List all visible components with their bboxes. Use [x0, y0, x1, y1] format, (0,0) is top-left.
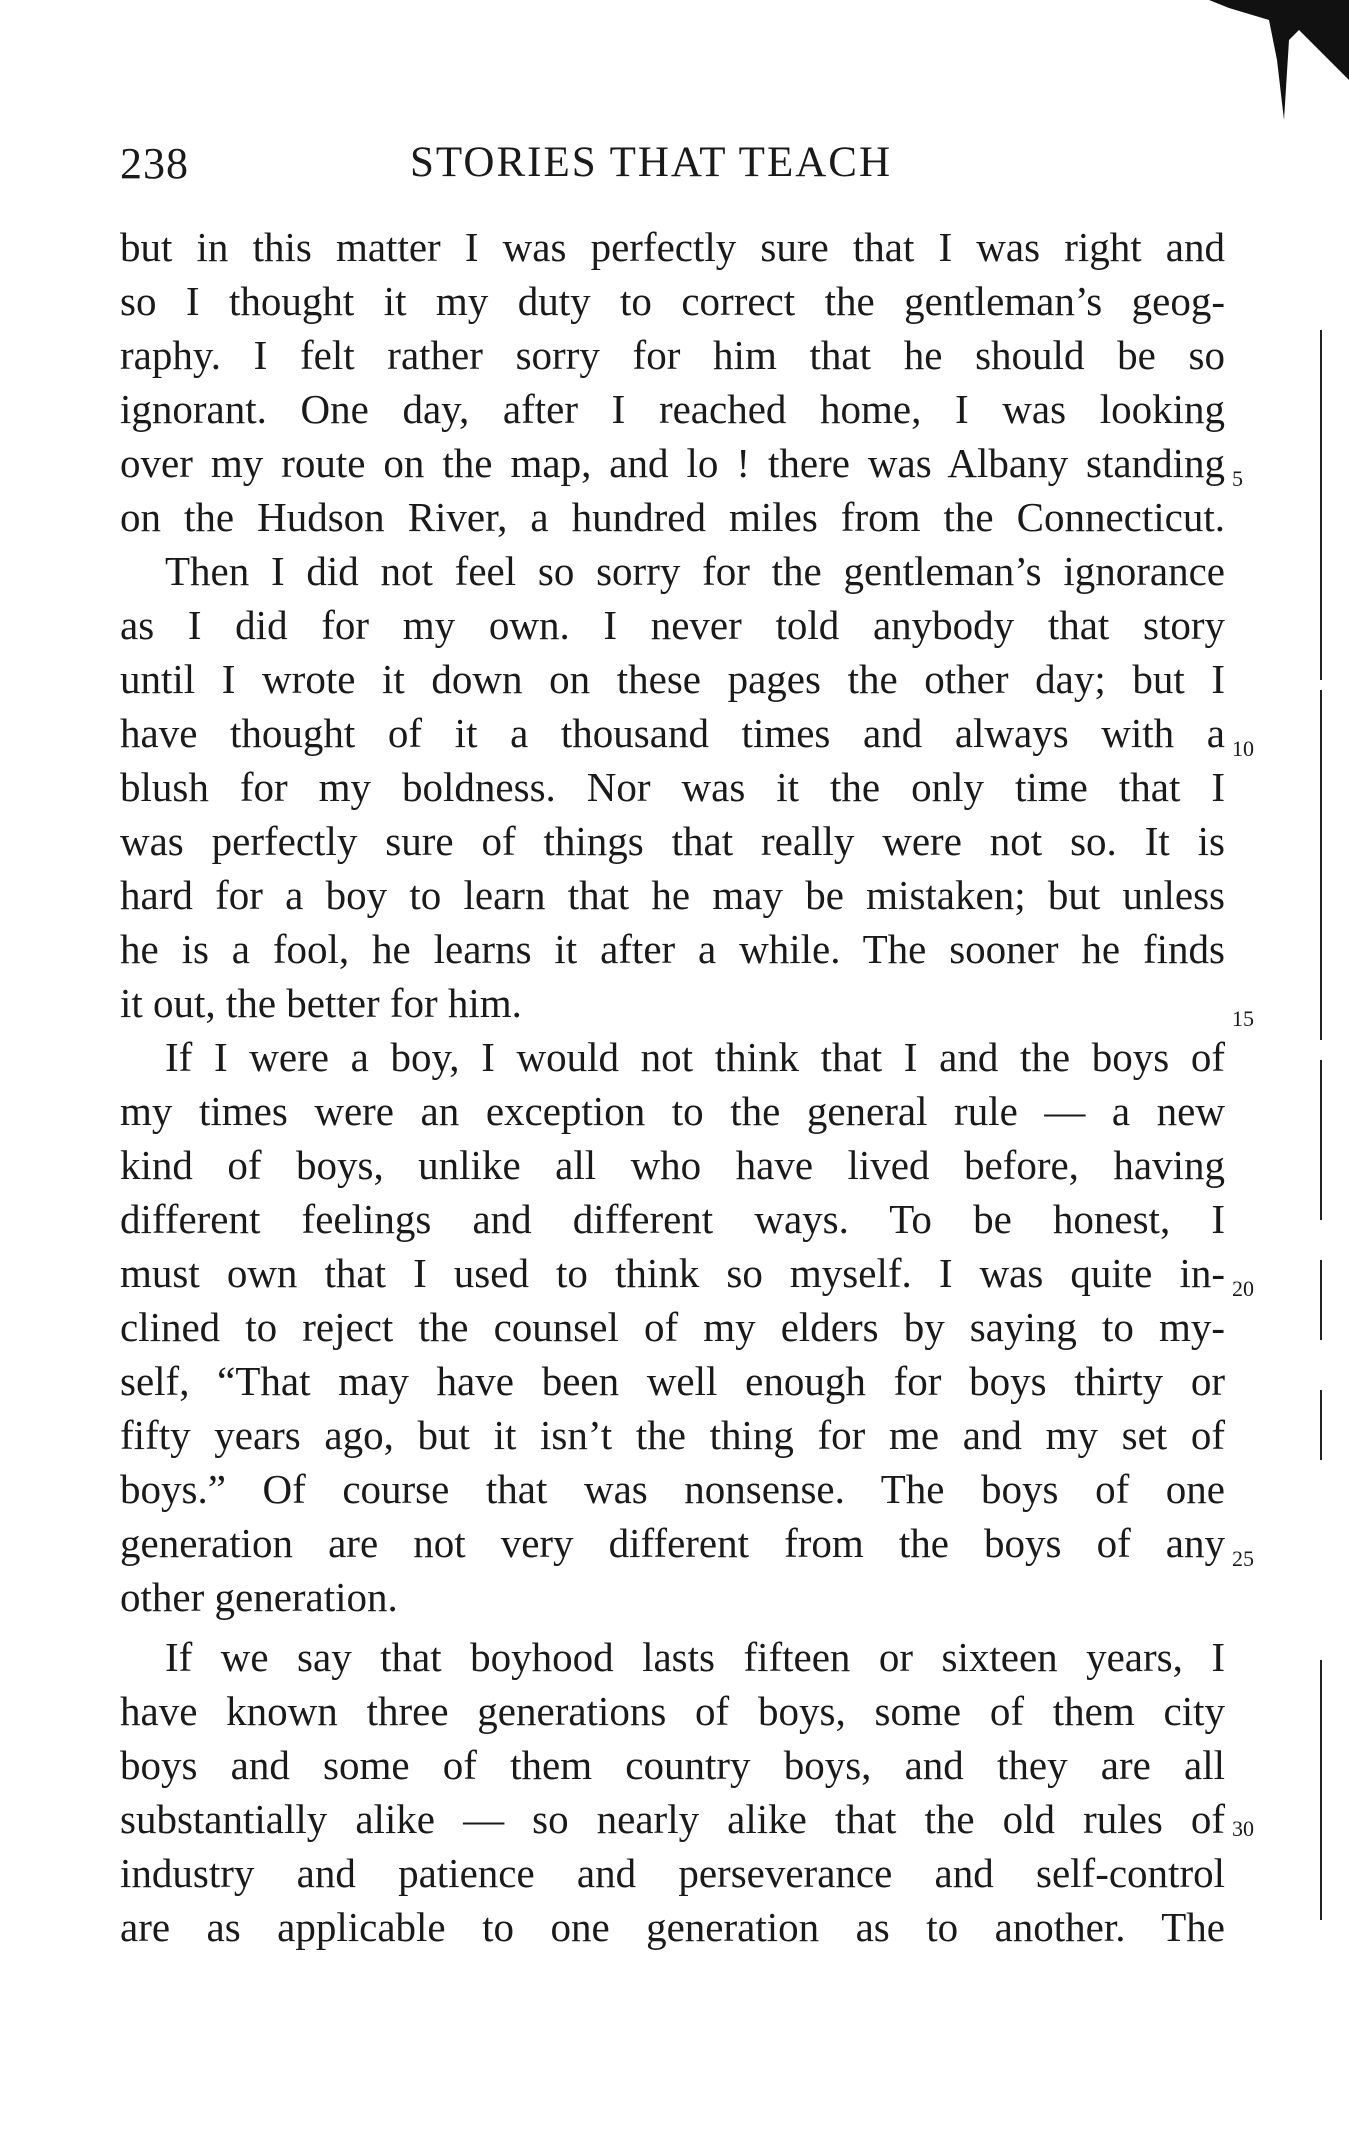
text-line: boys.” Of course that was nonsense. The boys of one	[120, 1466, 1225, 1512]
text-line: are as applicable to one generation as to another. The	[120, 1904, 1225, 1950]
page-header	[120, 138, 1220, 198]
line-number: 20	[1232, 1276, 1254, 1301]
page-number: 238	[120, 139, 189, 188]
text-line: but in this matter I was perfectly sure that I was right and	[120, 224, 1225, 270]
text-line: Then I did not feel so sorry for the gentleman’s ignorance	[165, 548, 1225, 594]
text-line: substantially alike — so nearly alike that the old rules of	[120, 1796, 1225, 1842]
text-line: generation are not very different from the boys of any	[120, 1520, 1225, 1566]
line-number: 10	[1232, 736, 1254, 761]
margin-rule	[1320, 1260, 1322, 1340]
line-number: 5	[1232, 466, 1243, 491]
text-line: boys and some of them country boys, and they are all	[120, 1742, 1225, 1788]
text-line: different feelings and different ways. To be honest, I	[120, 1196, 1225, 1242]
text-line: raphy. I felt rather sorry for him that he should be so	[120, 332, 1225, 378]
running-title: STORIES THAT TEACH	[410, 139, 892, 186]
text-line: must own that I used to think so myself. I was quite in-	[120, 1250, 1225, 1296]
text-line: he is a fool, he learns it after a while. The sooner he finds	[120, 926, 1225, 972]
text-line: self, “That may have been well enough for boys thirty or	[120, 1358, 1225, 1404]
text-line: so I thought it my duty to correct the gentleman’s geog-	[120, 278, 1225, 324]
line-number: 30	[1232, 1816, 1254, 1841]
text-line: as I did for my own. I never told anybody that story	[120, 602, 1225, 648]
text-line: my times were an exception to the general rule — a new	[120, 1088, 1225, 1134]
margin-rule	[1320, 1660, 1322, 1920]
text-line: have known three generations of boys, some of them city	[120, 1688, 1225, 1734]
text-line: If I were a boy, I would not think that I and the boys of	[165, 1034, 1225, 1080]
text-line: have thought of it a thousand times and always with a	[120, 710, 1225, 756]
text-line: hard for a boy to learn that he may be mistaken; but unless	[120, 872, 1225, 918]
text-line: kind of boys, unlike all who have lived before, having	[120, 1142, 1225, 1188]
text-line: clined to reject the counsel of my elders by saying to my-	[120, 1304, 1225, 1350]
margin-rule	[1320, 330, 1322, 680]
margin-rule	[1320, 1390, 1322, 1460]
text-line: ignorant. One day, after I reached home, I was looking	[120, 386, 1225, 432]
margin-rule	[1320, 1060, 1322, 1220]
text-line: it out, the better for him.	[120, 980, 522, 1026]
text-line: over my route on the map, and lo ! there was Albany standing	[120, 440, 1225, 486]
text-line: on the Hudson River, a hundred miles from the Connecticut.	[120, 494, 1225, 540]
text-line: blush for my boldness. Nor was it the only time that I	[120, 764, 1225, 810]
scan-artifact-mark	[1199, 0, 1349, 130]
text-line: until I wrote it down on these pages the other day; but I	[120, 656, 1225, 702]
text-line: fifty years ago, but it isn’t the thing for me and my set of	[120, 1412, 1225, 1458]
text-line: industry and patience and perseverance and self-control	[120, 1850, 1225, 1896]
line-number: 15	[1232, 1006, 1254, 1031]
margin-rule	[1320, 690, 1322, 1040]
text-line: If we say that boyhood lasts fifteen or sixteen years, I	[165, 1634, 1225, 1680]
text-line: was perfectly sure of things that really were not so. It is	[120, 818, 1225, 864]
line-number: 25	[1232, 1546, 1254, 1571]
text-line: other generation.	[120, 1574, 398, 1620]
